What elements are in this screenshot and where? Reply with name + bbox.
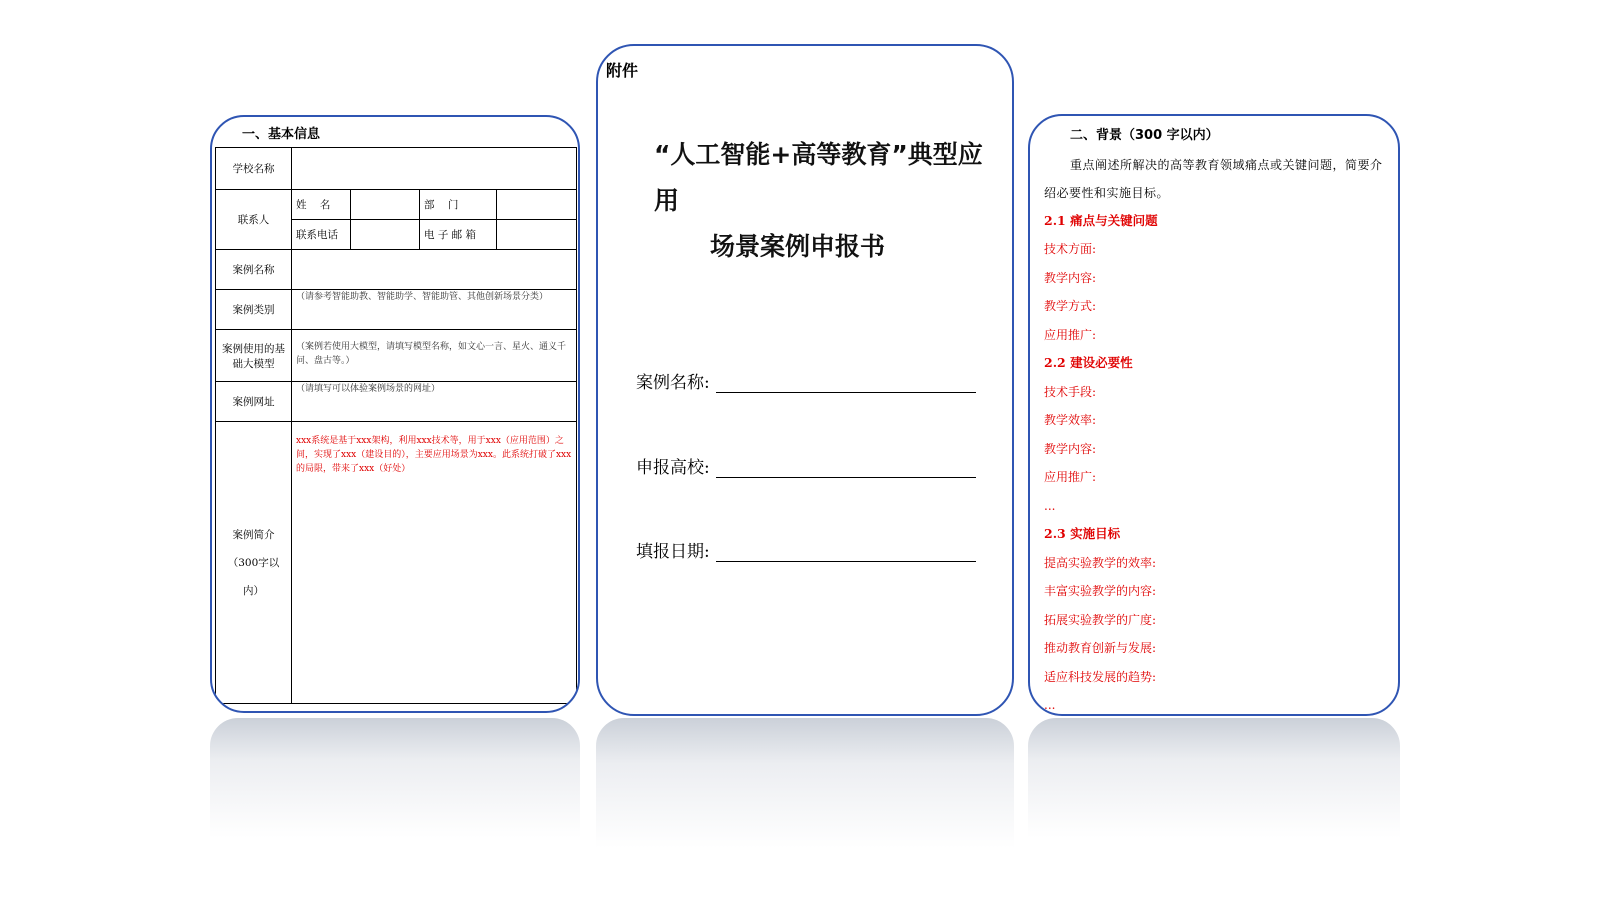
case-name-cell[interactable] [292, 250, 577, 290]
background-content [1044, 122, 1392, 716]
basic-info-table [215, 147, 577, 704]
list-item: 教学效率: [1044, 413, 1097, 427]
list-item: 提高实验教学的效率: [1044, 555, 1157, 570]
case-url-label: 案例网址 [216, 382, 292, 422]
case-intro-label: 案例简介 [232, 528, 275, 541]
dept-cell[interactable] [497, 190, 577, 220]
school-name-cell[interactable] [292, 148, 577, 190]
section-title: 2.2 建设必要性 [1044, 355, 1133, 370]
phone-label: 联系电话 [292, 220, 351, 250]
background-heading: 二、背景（300 字以内） [1070, 128, 1219, 143]
list-item: 适应科技发展的趋势: [1044, 669, 1157, 684]
case-name-field-label: 案例名称: [636, 373, 710, 393]
name-label: 姓 名 [292, 190, 351, 220]
case-intro-limit: （300字以内） [227, 556, 280, 597]
date-underline[interactable] [716, 543, 976, 562]
case-name-field[interactable] [636, 368, 976, 393]
base-model-hint[interactable]: （案例若使用大模型，请填写模型名称，如文心一言、星火、通义千问、盘古等。） [292, 330, 577, 382]
background-card [1028, 114, 1400, 716]
list-item: 教学内容: [1044, 441, 1097, 456]
application-cover-card [596, 44, 1014, 716]
list-item: 应用推广: [1044, 470, 1097, 484]
list-item: 应用推广: [1044, 327, 1097, 342]
left-card-reflection [210, 718, 580, 838]
list-item: 教学内容: [1044, 270, 1097, 285]
list-item: 技术方面: [1044, 242, 1097, 256]
case-name-label: 案例名称 [216, 250, 292, 290]
list-item: 拓展实验教学的广度: [1044, 612, 1157, 627]
base-model-label: 案例使用的基础大模型 [216, 330, 292, 382]
basic-info-card [210, 115, 580, 713]
cover-title-line1: “人工智能+高等教育”典型应用 [654, 140, 983, 215]
section-title: 2.3 实施目标 [1044, 526, 1121, 541]
list-item: 推动教育创新与发展: [1044, 641, 1157, 655]
case-name-underline[interactable] [716, 374, 976, 393]
list-item: 丰富实验教学的内容: [1044, 584, 1157, 598]
contact-label: 联系人 [216, 190, 292, 250]
email-cell[interactable] [497, 220, 577, 250]
background-intro: 重点阐述所解决的高等教育领域痛点或关键问题，简要介绍必要性和实施目标。 [1044, 157, 1383, 200]
phone-cell[interactable] [351, 220, 420, 250]
list-item: 技术手段: [1044, 384, 1097, 399]
date-field[interactable] [636, 537, 976, 562]
school-field[interactable] [636, 453, 976, 478]
name-cell[interactable] [351, 190, 420, 220]
school-name-label: 学校名称 [216, 148, 292, 190]
list-item: ... [1044, 498, 1056, 513]
right-card-reflection [1028, 718, 1400, 838]
cover-title [654, 132, 994, 270]
case-intro-label-cell [216, 422, 292, 704]
list-item: ... [1044, 698, 1056, 712]
section-title: 2.1 痛点与关键问题 [1044, 212, 1158, 228]
dept-label: 部 门 [420, 190, 497, 220]
cover-title-line2: 场景案例申报书 [710, 232, 886, 261]
date-field-label: 填报日期: [636, 542, 710, 562]
case-intro-hint[interactable]: xxx系统是基于xxx架构，利用xxx技术等，用于xxx（应用范围）之间，实现了xxx（建设目的），主要应用场景为xxx。此系统打破了xxx的局限，带来了xxx（好处） [292, 422, 577, 704]
case-type-hint[interactable]: （请参考智能助教、智能助学、智能助管、其他创新场景分类） [292, 290, 577, 330]
case-url-hint[interactable]: （请填写可以体验案例场景的网址） [292, 382, 577, 422]
email-label: 电 子 邮 箱 [420, 220, 497, 250]
case-type-label: 案例类别 [216, 290, 292, 330]
center-card-reflection [596, 718, 1014, 848]
attachment-label: 附件 [606, 61, 639, 80]
list-item: 教学方式: [1044, 299, 1097, 313]
basic-info-heading: 一、基本信息 [242, 127, 321, 142]
school-underline[interactable] [716, 459, 976, 478]
school-field-label: 申报高校: [636, 458, 710, 478]
